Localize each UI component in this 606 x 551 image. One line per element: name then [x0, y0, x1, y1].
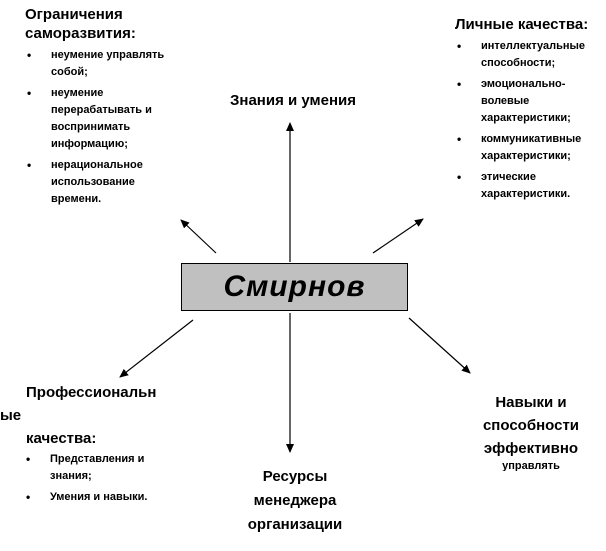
list-item: • неумение перерабатывать и воспринимать информацию; — [25, 85, 175, 153]
arrow-down-left — [120, 320, 193, 377]
arrow-down-right — [409, 318, 470, 373]
center-node-label: Смирнов — [223, 270, 366, 303]
list-item: • нерациональное использование времени. — [25, 157, 175, 208]
bottom-center-line2: менеджера — [253, 492, 337, 509]
top-right-title: Личные качества: — [455, 16, 589, 33]
bottom-right-node — [470, 391, 592, 471]
bottom-right-line1: Навыки и — [495, 394, 567, 411]
arrow-up-right — [373, 219, 423, 253]
bottom-left-list — [24, 451, 174, 510]
list-item: • коммуникативные характеристики; — [455, 131, 600, 165]
list-item: • этические характеристики. — [455, 169, 600, 203]
center-node — [181, 263, 408, 311]
list-item: • неумение управлять собой; — [25, 47, 175, 81]
bottom-right-line3: эффективно — [483, 440, 579, 457]
list-item: • эмоционально-волевые характеристики; — [455, 76, 600, 127]
list-item: • Умения и навыки. — [24, 489, 174, 506]
list-item: • Представления и знания; — [24, 451, 174, 485]
bottom-center-node — [230, 465, 360, 537]
top-node-title: Знания и умения — [230, 92, 357, 109]
bottom-left-title-line2: ые — [0, 407, 22, 424]
arrow-up-left — [181, 220, 216, 253]
top-right-list — [455, 38, 600, 203]
top-right-node — [455, 15, 600, 207]
bottom-left-title-line1: Профессиональн — [26, 384, 157, 401]
bottom-center-line1: Ресурсы — [262, 468, 328, 485]
top-left-title-line1: Ограничения — [25, 6, 123, 23]
top-left-node — [25, 5, 175, 212]
bottom-left-title-line3: качества: — [26, 430, 97, 447]
list-item: • интеллектуальные способности; — [455, 38, 600, 72]
top-left-list — [25, 47, 175, 208]
bottom-right-line4: управлять — [502, 460, 560, 471]
bottom-center-line3: организации — [247, 516, 343, 533]
bottom-right-line2: способности — [482, 417, 580, 434]
top-left-title-line2: саморазвития: — [25, 25, 136, 42]
